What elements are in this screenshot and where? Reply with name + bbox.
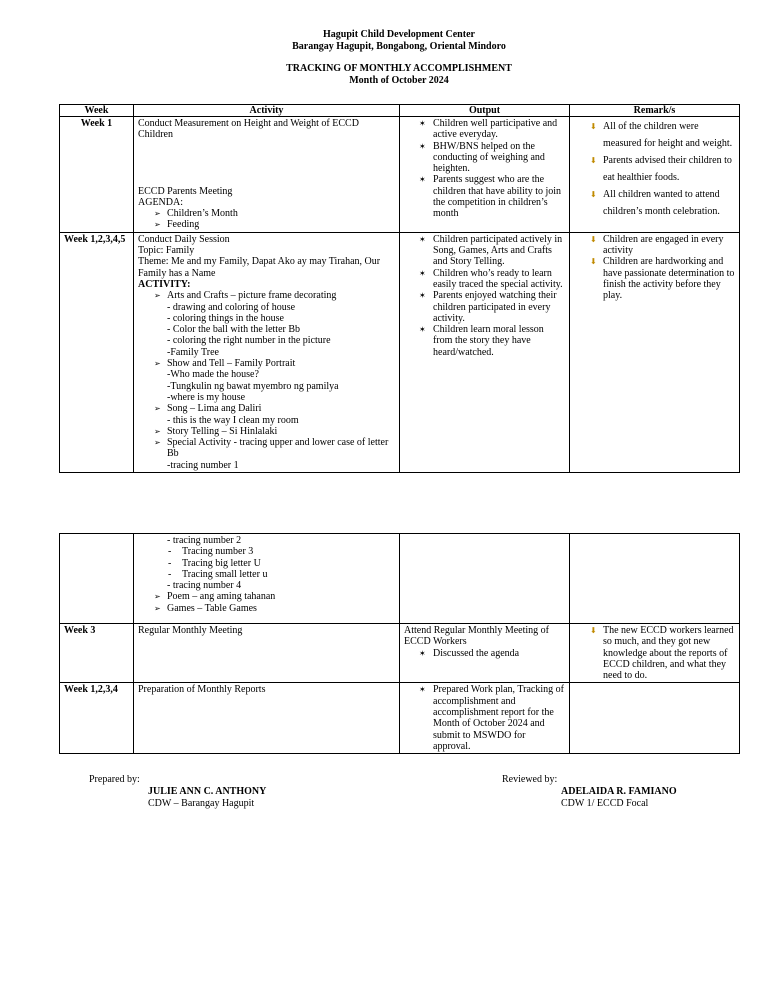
- reviewed-by-label: Reviewed by:: [502, 774, 558, 785]
- table-row: [60, 683, 740, 754]
- accomplishment-table-page2: [59, 533, 740, 754]
- remarks-cell: [570, 683, 740, 754]
- list-item: ➢ Song – Lima ang Daliri: [138, 403, 395, 414]
- list-item: ⬇ The new ECCD workers learned so much, and they got new knowledge about the reports of ECCD children, and what they need to do.: [574, 625, 735, 681]
- sub-item: - coloring things in the house: [167, 312, 284, 324]
- agenda-label: AGENDA:: [138, 196, 183, 208]
- activity-list: [138, 591, 395, 614]
- prepared-by-title: CDW – Barangay Hagupit: [148, 798, 255, 809]
- remarks-cell: [570, 232, 740, 472]
- col-activity: Activity: [134, 105, 400, 117]
- sub-item: - tracing number 4: [167, 580, 242, 592]
- activity-cell: Regular Monthly Meeting: [134, 624, 400, 683]
- sub-item: -Family Tree: [167, 346, 219, 358]
- sub-item: - drawing and coloring of house: [167, 301, 296, 313]
- accomplishment-table-page1: [59, 104, 740, 473]
- table-row: [60, 117, 740, 233]
- sub-item: - tracing number 2: [167, 535, 242, 546]
- week-cell: Week 3: [60, 624, 134, 683]
- sub-item: - this is the way I clean my room: [167, 414, 299, 426]
- theme-text: Theme: Me and my Family, Dapat Ako ay may Tirahan, Our Family has a Name: [138, 256, 381, 279]
- activity-text: Conduct Measurement on Height and Weight of ECCD Children: [138, 118, 359, 141]
- list-item: ➢ Games – Table Games: [138, 603, 395, 614]
- sub-item: -where is my house: [167, 391, 246, 403]
- prepared-by-label: Prepared by:: [89, 774, 140, 785]
- sub-item: - Tracing big letter U: [138, 558, 395, 569]
- list-item: ➢ Story Telling – Si Hinlalaki: [138, 426, 395, 437]
- list-item: ➢ Feeding: [138, 219, 395, 230]
- header-org: Hagupit Child Development Center: [323, 29, 475, 40]
- activity-cell: [134, 117, 400, 233]
- list-item: ✶ Children participated actively in Song, Games, Arts and Crafts and Story Telling.: [404, 234, 565, 268]
- output-list: [404, 118, 565, 220]
- list-item: ⬇ Children are engaged in every activity: [574, 234, 735, 257]
- sub-item: -Who made the house?: [167, 369, 259, 381]
- output-cell: [400, 117, 570, 233]
- week-cell: Week 1,2,3,4: [60, 683, 134, 754]
- list-item: ✶ Parents suggest who are the children that have ability to join the competition in children’s month: [404, 174, 565, 219]
- activity-cell: Preparation of Monthly Reports: [134, 683, 400, 754]
- list-item: ✶ Children who’s ready to learn easily traced the special activity.: [404, 268, 565, 291]
- agenda-list: [138, 208, 395, 231]
- remarks-list: [574, 625, 735, 681]
- sub-item: - Tracing small letter u: [138, 569, 395, 580]
- output-list: [404, 684, 565, 752]
- reviewed-by-name: ADELAIDA R. FAMIANO: [561, 786, 677, 797]
- list-item: ⬇ All children wanted to attend children’s month celebration.: [574, 186, 735, 220]
- list-item: ⬇ All of the children were measured for height and weight.: [574, 118, 735, 152]
- remarks-list: [574, 234, 735, 302]
- list-item: ✶ Children well participative and active everyday.: [404, 118, 565, 141]
- col-remarks: Remark/s: [570, 105, 740, 117]
- col-output: Output: [400, 105, 570, 117]
- reviewed-by-title: CDW 1/ ECCD Focal: [561, 798, 649, 809]
- output-cell: [400, 232, 570, 472]
- list-item: ➢ Poem – ang aming tahanan: [138, 591, 395, 602]
- activity-list: [138, 358, 395, 369]
- week-cell: [60, 534, 134, 624]
- list-item: ✶ Prepared Work plan, Tracking of accomplishment and accomplishment report for the Month of October 2024 and submit to MSWDO for approval.: [404, 684, 565, 752]
- remarks-cell: [570, 117, 740, 233]
- list-item: ➢ Children’s Month: [138, 208, 395, 219]
- week-cell: Week 1,2,3,4,5: [60, 232, 134, 472]
- activity-text: ECCD Parents Meeting: [138, 185, 233, 197]
- remarks-list: [574, 118, 735, 220]
- output-cell: [400, 624, 570, 683]
- doc-title: TRACKING OF MONTHLY ACCOMPLISHMENT: [286, 63, 512, 74]
- prepared-by-name: JULIE ANN C. ANTHONY: [148, 786, 267, 797]
- activity-list: [138, 290, 395, 301]
- list-item: ✶ BHW/BNS helped on the conducting of weighing and heighten.: [404, 141, 565, 175]
- activity-cell: [134, 534, 400, 624]
- output-list: [404, 234, 565, 358]
- activity-text: Conduct Daily Session: [138, 233, 230, 245]
- list-item: ⬇ Parents advised their children to eat healthier foods.: [574, 152, 735, 186]
- list-item: ✶ Discussed the agenda: [404, 648, 565, 659]
- list-item: ➢ Special Activity - tracing upper and lower case of letter Bb: [138, 437, 395, 460]
- output-cell: [400, 683, 570, 754]
- activity-cell: [134, 232, 400, 472]
- sub-item: - coloring the right number in the picture: [167, 335, 331, 347]
- sub-item: - Tracing number 3: [138, 546, 395, 557]
- sub-item: -tracing number 1: [167, 459, 239, 471]
- remarks-cell: [570, 534, 740, 624]
- sub-item: -Tungkulin ng bawat myembro ng pamilya: [167, 380, 339, 392]
- list-item: ✶ Parents enjoyed watching their children participated in every activity.: [404, 290, 565, 324]
- header-address: Barangay Hagupit, Bongabong, Oriental Mindoro: [292, 40, 506, 52]
- output-cell: [400, 534, 570, 624]
- activity-label: ACTIVITY:: [138, 278, 191, 290]
- col-week: Week: [60, 105, 134, 117]
- remarks-cell: [570, 624, 740, 683]
- list-item: ➢ Arts and Crafts – picture frame decorating: [138, 290, 395, 301]
- list-item: ➢ Show and Tell – Family Portrait: [138, 358, 395, 369]
- output-list: [404, 648, 565, 659]
- list-item: ✶ Children learn moral lesson from the story they have heard/watched.: [404, 324, 565, 358]
- activity-list: [138, 426, 395, 460]
- sub-item: - Color the ball with the letter Bb: [167, 324, 301, 336]
- doc-month: Month of October 2024: [349, 74, 449, 86]
- output-text: Attend Regular Monthly Meeting of ECCD Workers: [404, 625, 549, 648]
- table-row: [60, 232, 740, 472]
- activity-list: [138, 403, 395, 414]
- table-row: [60, 624, 740, 683]
- topic-text: Topic: Family: [138, 245, 195, 257]
- list-item: ⬇ Children are hardworking and have passionate determination to finish the activity before they play.: [574, 256, 735, 301]
- week-cell: Week 1: [60, 117, 134, 233]
- table-row: [60, 534, 740, 624]
